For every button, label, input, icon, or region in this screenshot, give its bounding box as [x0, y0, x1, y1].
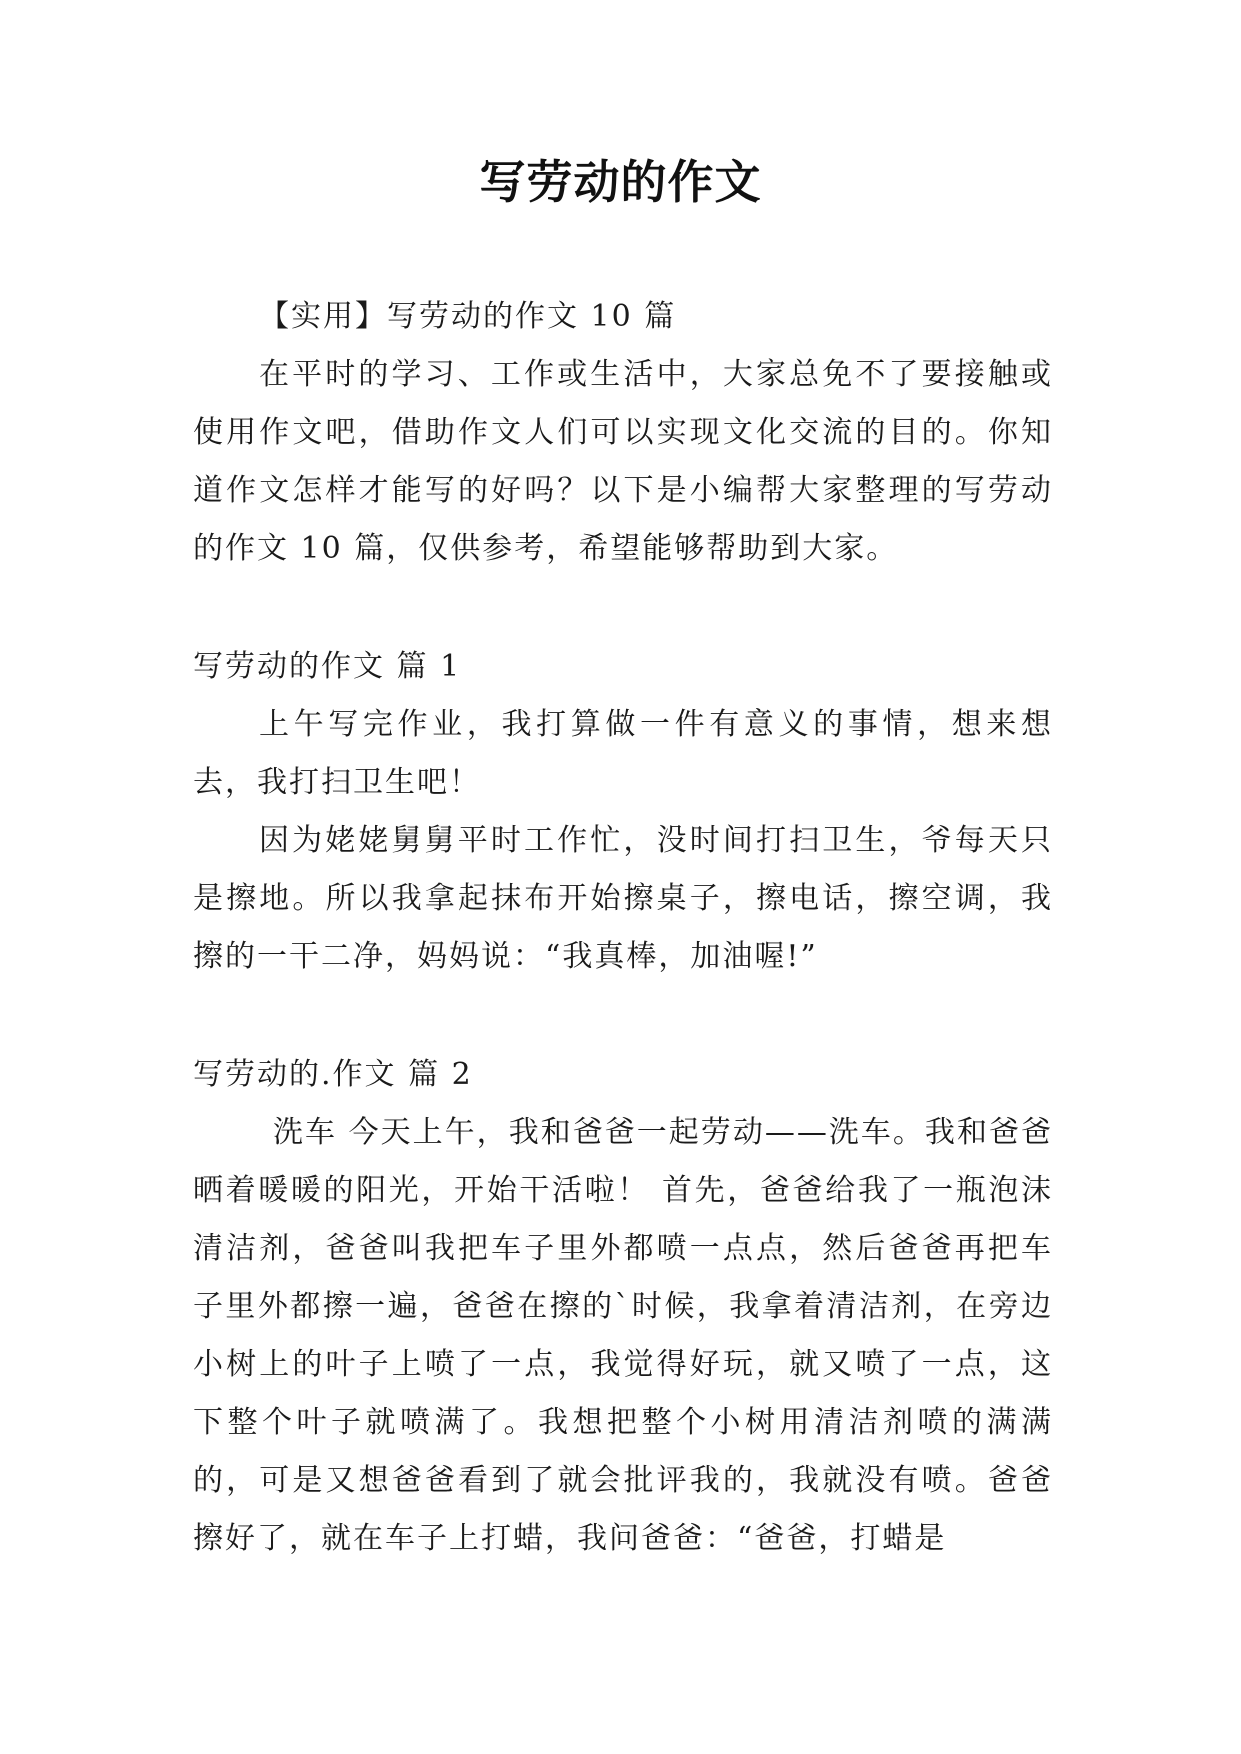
intro-paragraph: 在平时的学习、工作或生活中，大家总免不了要接触或使用作文吧，借助作文人们可以实现文化交流的目的。你知道作文怎样才能写的好吗？以下是小编帮大家整理的写劳动的作文 10 篇，仅供参考，希望能够帮助到大家。	[193, 357, 1053, 566]
section-1-paragraph-1: 上午写完作业，我打算做一件有意义的事情，想来想去，我打扫卫生吧！	[193, 707, 1053, 800]
document-subtitle: 【实用】写劳动的作文 10 篇	[259, 299, 677, 334]
document-title: 写劳动的作文	[479, 155, 762, 209]
section-1-paragraph-2-block	[193, 812, 1053, 986]
section-2-heading: 写劳动的.作文 篇 2	[193, 1057, 473, 1092]
section-2-paragraph-1: 洗车 今天上午，我和爸爸一起劳动——洗车。我和爸爸晒着暖暖的阳光，开始干活啦！ 首先，爸爸给我了一瓶泡沫清洁剂，爸爸叫我把车子里外都喷一点点，然后爸爸再把车子里外都擦一遍，爸爸在擦的`时候，我拿着清洁剂，在旁边小树上的叶子上喷了一点，我觉得好玩，就又喷了一点，这下整个叶子就喷满了。我想把整个小树用清洁剂喷的满满的，可是又想爸爸看到了就会批评我的，我就没有喷。爸爸擦好了，就在车子上打蜡，我问爸爸：“爸爸，打蜡是	[193, 1115, 1053, 1556]
section-2-heading-block	[193, 1046, 1053, 1104]
section-1-paragraph-2: 因为姥姥舅舅平时工作忙，没时间打扫卫生，爷每天只是擦地。所以我拿起抹布开始擦桌子，擦电话，擦空调，我擦的一干二净，妈妈说：“我真棒，加油喔!”	[193, 823, 1053, 974]
section-1-heading-block	[193, 638, 1053, 696]
section-2-paragraph-1-block	[193, 1104, 1053, 1568]
document-subtitle-block	[193, 288, 1053, 346]
intro-block	[193, 346, 1053, 578]
section-1-heading: 写劳动的作文 篇 1	[193, 649, 462, 684]
section-1-paragraph-1-block	[193, 696, 1053, 812]
